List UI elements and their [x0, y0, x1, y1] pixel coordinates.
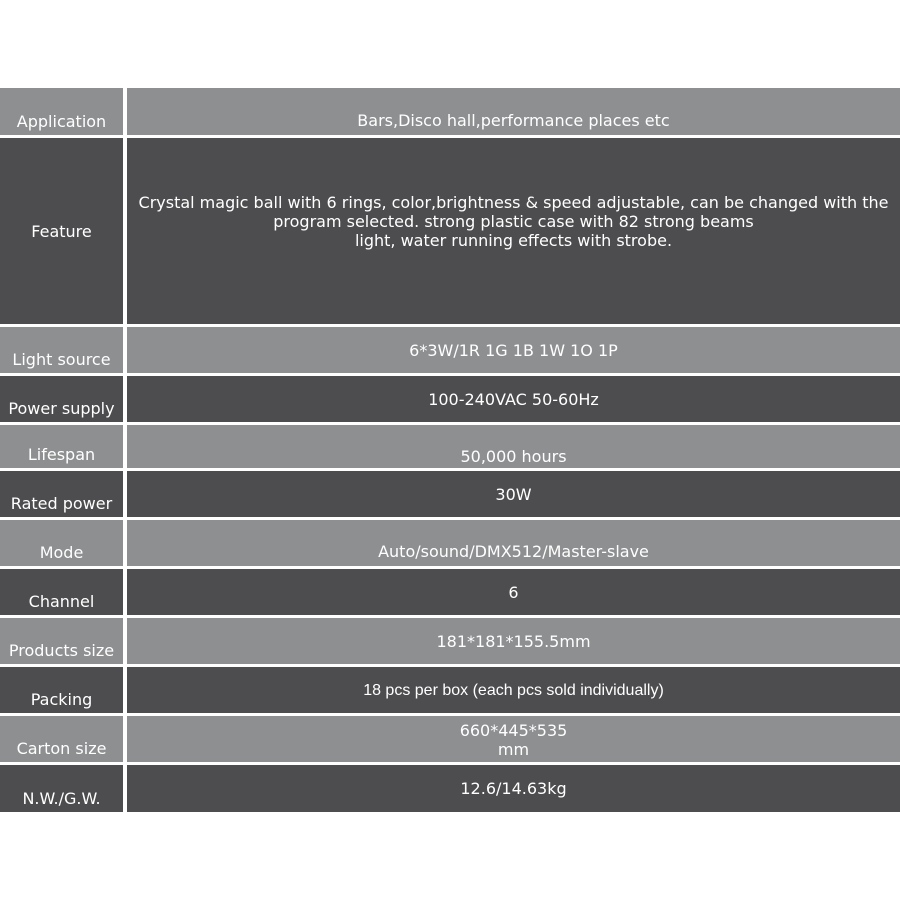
spec-row-lifespan: [0, 425, 900, 471]
spec-row-packing: [0, 667, 900, 716]
spec-label: Channel: [0, 569, 127, 615]
spec-value: 18 pcs per box (each pcs sold individually): [127, 667, 900, 713]
spec-table: [0, 88, 900, 812]
spec-row-rated-power: [0, 471, 900, 520]
spec-label: Packing: [0, 667, 127, 713]
spec-label: Mode: [0, 520, 127, 566]
spec-row-products-size: [0, 618, 900, 667]
spec-value: 12.6/14.63kg: [127, 765, 900, 812]
spec-row-application: [0, 88, 900, 138]
spec-row-power-supply: [0, 376, 900, 425]
spec-label: Light source: [0, 327, 127, 373]
spec-row-light-source: [0, 327, 900, 376]
spec-value: 100-240VAC 50-60Hz: [127, 376, 900, 422]
spec-value: 50,000 hours: [127, 425, 900, 468]
spec-label: Power supply: [0, 376, 127, 422]
spec-label: Feature: [0, 138, 127, 324]
spec-row-feature: [0, 138, 900, 327]
spec-value: 6*3W/1R 1G 1B 1W 1O 1P: [127, 327, 900, 373]
spec-value: 181*181*155.5mm: [127, 618, 900, 664]
spec-label: Lifespan: [0, 425, 127, 468]
spec-value: 660*445*535 mm: [127, 716, 900, 762]
spec-label: Carton size: [0, 716, 127, 762]
spec-value: Bars,Disco hall,performance places etc: [127, 88, 900, 135]
spec-value: Crystal magic ball with 6 rings, color,brightness & speed adjustable, can be changed with the program selected. strong plastic case with 82 strong beams light, water running effects with strobe.: [127, 138, 900, 324]
spec-value: 30W: [127, 471, 900, 517]
spec-label: N.W./G.W.: [0, 765, 127, 812]
spec-value: 6: [127, 569, 900, 615]
spec-label: Products size: [0, 618, 127, 664]
spec-row-mode: [0, 520, 900, 569]
spec-label: Application: [0, 88, 127, 135]
spec-row-nw-gw: [0, 765, 900, 812]
spec-row-carton-size: [0, 716, 900, 765]
spec-row-channel: [0, 569, 900, 618]
spec-value: Auto/sound/DMX512/Master-slave: [127, 520, 900, 566]
spec-label: Rated power: [0, 471, 127, 517]
